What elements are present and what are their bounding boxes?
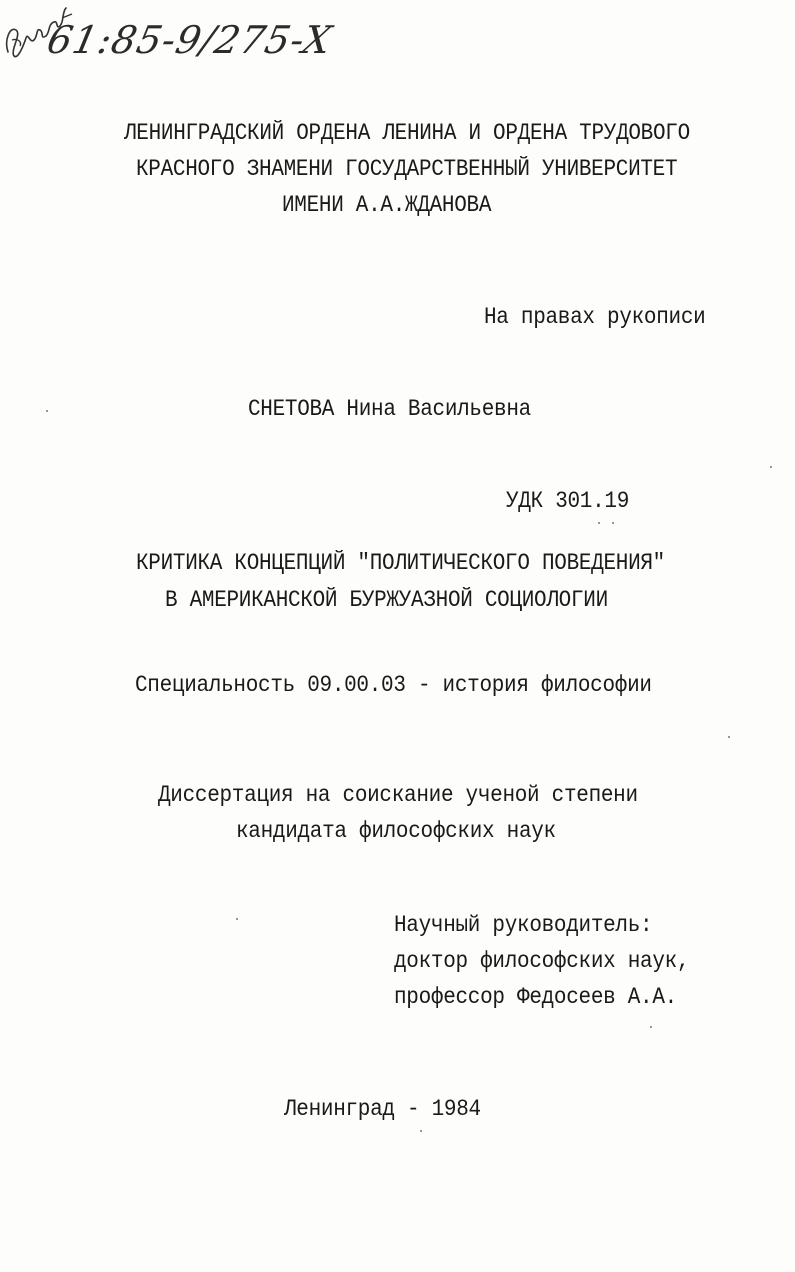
institution-line-2: КРАСНОГО ЗНАМЕНИ ГОСУДАРСТВЕННЫЙ УНИВЕРСИТЕТ — [136, 157, 678, 183]
manuscript-rights: На правах рукописи — [484, 305, 706, 331]
dissertation-line-1: Диссертация на соискание ученой степени — [158, 783, 638, 809]
paper-speck — [728, 736, 730, 738]
institution-line-1: ЛЕНИНГРАДСКИЙ ОРДЕНА ЛЕНИНА И ОРДЕНА ТРУДОВОГО — [124, 121, 690, 147]
author-name: СНЕТОВА Нина Васильевна — [248, 397, 531, 423]
dissertation-line-2: кандидата философских наук — [236, 819, 556, 845]
institution-line-3: ИМЕНИ А.А.ЖДАНОВА — [282, 193, 492, 219]
paper-speck — [612, 522, 614, 524]
supervisor-name: профессор Федосеев А.А. — [394, 985, 677, 1011]
paper-speck — [598, 522, 600, 524]
paper-speck — [420, 1130, 422, 1132]
paper-speck — [770, 466, 772, 468]
supervisor-degree: доктор философских наук, — [394, 949, 690, 975]
paper-speck — [46, 410, 48, 412]
supervisor-label: Научный руководитель: — [394, 913, 653, 939]
specialty: Специальность 09.00.03 - история философии — [135, 673, 652, 699]
paper-speck — [650, 1026, 652, 1028]
title-line-2: В АМЕРИКАНСКОЙ БУРЖУАЗНОЙ СОЦИОЛОГИИ — [165, 588, 608, 614]
udk-code: УДК 301.19 — [506, 489, 630, 515]
title-line-1: КРИТИКА КОНЦЕПЦИЙ "ПОЛИТИЧЕСКОГО ПОВЕДЕНИЯ" — [136, 551, 665, 577]
place-and-year: Ленинград - 1984 — [284, 1097, 481, 1123]
paper-speck — [236, 918, 238, 920]
catalog-number-handwritten: 61:85-9/275-X — [43, 18, 337, 62]
